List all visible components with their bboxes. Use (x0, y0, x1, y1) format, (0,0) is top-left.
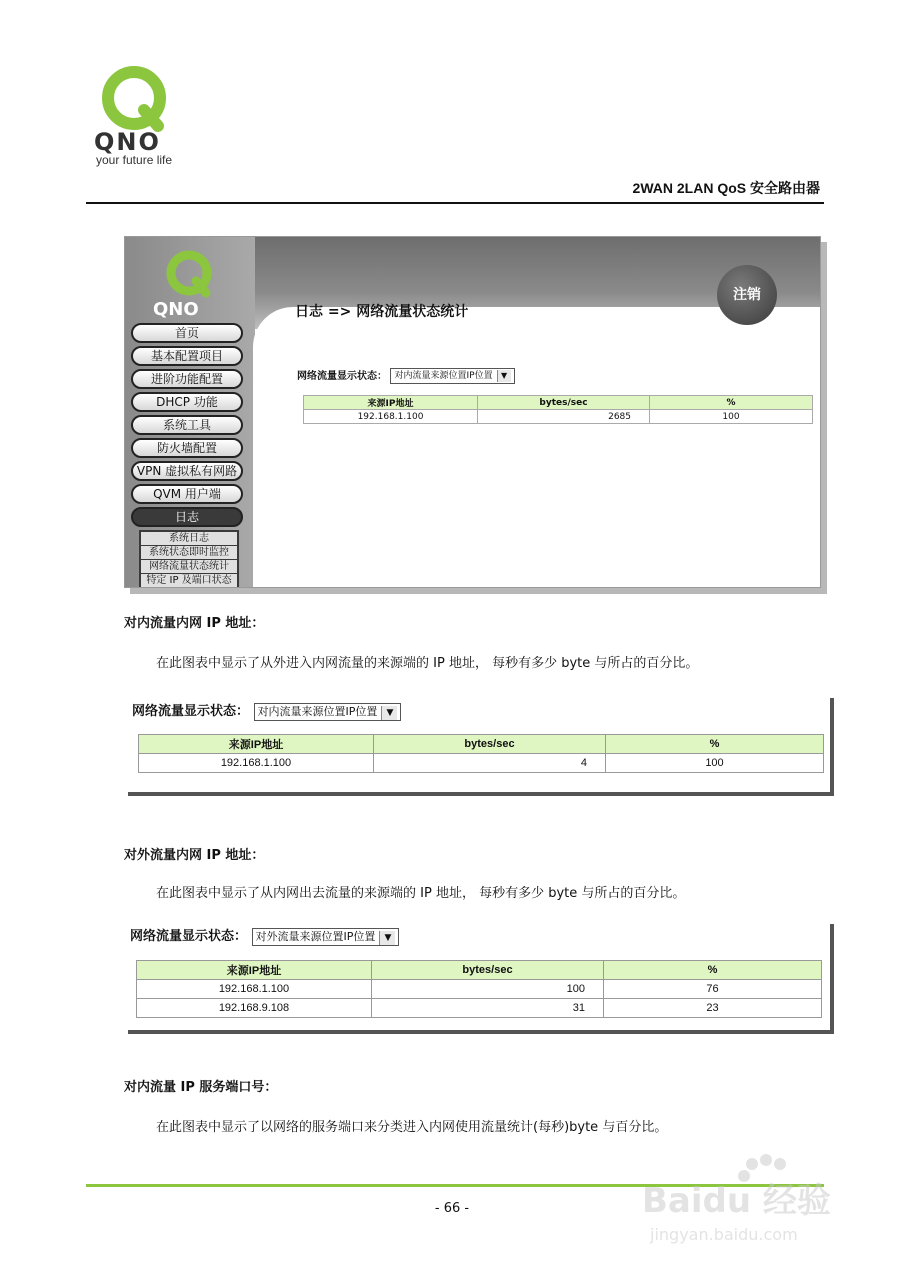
select-value: 对内流量来源位置IP位置 (394, 371, 493, 381)
qno-wordmark: QNO (94, 128, 161, 156)
breadcrumb: 日志 => 网络流量状态统计 (295, 304, 469, 320)
screenshot-logo-text: QNO (153, 299, 199, 319)
col-bytes-sec: bytes/sec (478, 396, 650, 410)
col-bytes-sec: bytes/sec (372, 961, 604, 980)
screenshot-stats-table (303, 395, 813, 424)
chevron-down-icon: ▼ (381, 706, 397, 720)
router-ui-screenshot (124, 236, 821, 588)
table-row (137, 980, 822, 999)
filter-label: 网络流量显示状态： (132, 704, 250, 719)
cell-ip: 192.168.1.100 (139, 754, 374, 773)
subnav-ip-port-status[interactable]: 特定 IP 及端口状态 (141, 574, 237, 587)
chevron-down-icon: ▼ (497, 370, 511, 382)
filter-label: 网络流量显示状态： (130, 929, 248, 944)
nav-dhcp[interactable]: DHCP 功能 (131, 392, 243, 412)
cell-ip: 192.168.1.100 (304, 410, 478, 424)
table-header-row (139, 735, 824, 754)
subnav-traffic-stats[interactable]: 网络流量状态统计 (141, 560, 237, 573)
figure-filter-row (132, 700, 401, 721)
logo-tagline: your future life (96, 153, 173, 167)
screenshot-nav (131, 323, 245, 588)
screenshot-logo (151, 247, 231, 319)
nav-advanced[interactable]: 进阶功能配置 (131, 369, 243, 389)
outbound-stats-table (136, 960, 822, 1018)
traffic-mode-select[interactable] (390, 368, 514, 384)
inbound-stats-table (138, 734, 824, 773)
table-header-row (137, 961, 822, 980)
figure-filter-row (130, 925, 399, 946)
nav-firewall[interactable]: 防火墙配置 (131, 438, 243, 458)
cell-bytes: 100 (372, 980, 604, 999)
subnav-status-monitor[interactable]: 系统状态即时监控 (141, 546, 237, 559)
chevron-down-icon: ▼ (379, 931, 395, 945)
table-header-row (304, 396, 813, 410)
select-value: 对内流量来源位置IP位置 (257, 704, 378, 718)
cell-bytes: 2685 (478, 410, 650, 424)
col-bytes-sec: bytes/sec (374, 735, 606, 754)
traffic-mode-select[interactable] (254, 703, 402, 721)
cell-percent: 23 (604, 999, 822, 1018)
nav-vpn[interactable]: VPN 虚拟私有网路 (131, 461, 243, 481)
watermark-brand: Baidu 经验 (642, 1181, 831, 1221)
section-paragraph-inbound-ip: 在此图表中显示了从外进入内网流量的来源端的 IP 地址， 每秒有多少 byte 与所占的百分比。 (156, 656, 699, 671)
col-source-ip: 来源IP地址 (304, 396, 478, 410)
nav-log[interactable]: 日志 (131, 507, 243, 527)
col-percent: % (650, 396, 813, 410)
page-number: - 66 - (434, 1201, 470, 1216)
col-percent: % (606, 735, 824, 754)
col-source-ip: 来源IP地址 (139, 735, 374, 754)
nav-home[interactable]: 首页 (131, 323, 243, 343)
screenshot-content-area (253, 307, 821, 588)
filter-label: 网络流量显示状态： (297, 371, 387, 382)
subnav-system-log[interactable]: 系统日志 (141, 532, 237, 545)
nav-qvm[interactable]: QVM 用户端 (131, 484, 243, 504)
traffic-mode-select[interactable] (252, 928, 400, 946)
cell-ip: 192.168.1.100 (137, 980, 372, 999)
table-row (139, 754, 824, 773)
logout-button[interactable]: 注销 (717, 265, 777, 325)
section-paragraph-outbound-ip: 在此图表中显示了从内网出去流量的来源端的 IP 地址， 每秒有多少 byte 与所占的百分比。 (156, 886, 686, 901)
cell-bytes: 31 (372, 999, 604, 1018)
nav-system-tools[interactable]: 系统工具 (131, 415, 243, 435)
section-heading-service-port: 对内流量 IP 服务端口号： (124, 1080, 278, 1095)
cell-bytes: 4 (374, 754, 606, 773)
nav-basic-setup[interactable]: 基本配置项目 (131, 346, 243, 366)
cell-percent: 76 (604, 980, 822, 999)
section-paragraph-service-port: 在此图表中显示了以网络的服务端口来分类进入内网使用流量统计(每秒)byte 与百分比。 (156, 1120, 668, 1135)
cell-ip: 192.168.9.108 (137, 999, 372, 1018)
header-rule (86, 202, 824, 204)
table-row (137, 999, 822, 1018)
section-heading-inbound-ip: 对内流量内网 IP 地址： (124, 616, 265, 631)
watermark-url: jingyan.baidu.com (650, 1225, 798, 1244)
cell-percent: 100 (606, 754, 824, 773)
screenshot-filter-row (297, 367, 515, 384)
col-source-ip: 来源IP地址 (137, 961, 372, 980)
cell-percent: 100 (650, 410, 813, 424)
section-heading-outbound-ip: 对外流量内网 IP 地址： (124, 848, 265, 863)
baidu-watermark (640, 1150, 860, 1250)
select-value: 对外流量来源位置IP位置 (255, 929, 376, 943)
col-percent: % (604, 961, 822, 980)
document-title: 2WAN 2LAN QoS 安全路由器 (632, 180, 820, 196)
table-row (304, 410, 813, 424)
log-subnav (139, 530, 239, 588)
